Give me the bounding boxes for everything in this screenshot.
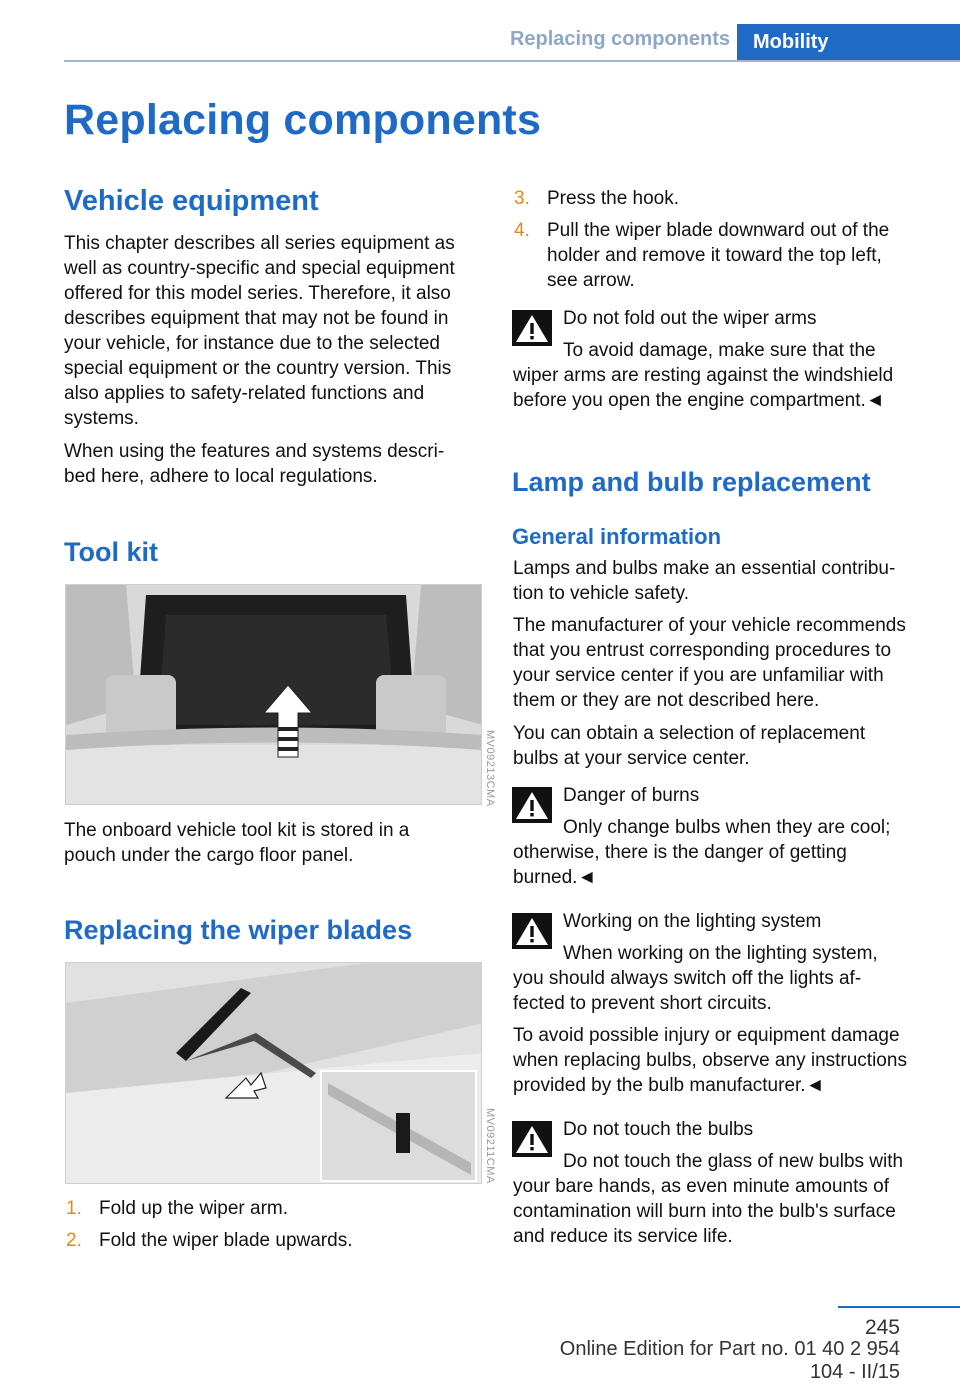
warning-text: To avoid damage, make sure that the <box>563 340 876 361</box>
warning-text: When working on the lighting system, <box>563 943 878 964</box>
text-line: your service center if you are unfamiliar with <box>513 665 884 686</box>
list-item <box>514 218 934 293</box>
step-text: Fold up the wiper arm. <box>99 1198 289 1219</box>
image-code: MV09211CMA <box>484 1108 496 1184</box>
text-line: systems. <box>64 408 139 429</box>
edition-footer: Online Edition for Part no. 01 40 2 954 104 - II/15 <box>559 1338 900 1383</box>
text-line: The onboard vehicle tool kit is stored in a <box>64 820 410 841</box>
text-line: you should always switch off the lights af‐ <box>513 968 862 989</box>
paragraph-lamps-safety <box>513 556 943 606</box>
text-line: The manufacturer of your vehicle recommends <box>513 615 906 636</box>
paragraph-tool-kit <box>64 818 484 868</box>
warning-title: Danger of burns <box>563 785 700 806</box>
text-line: describes equipment that may not be found in <box>64 308 449 329</box>
warning-body <box>513 363 943 413</box>
warning-body <box>513 1174 953 1249</box>
text-line: tion to vehicle safety. <box>513 583 690 604</box>
text-line: well as country-specific and special equipment <box>64 258 455 279</box>
list-item <box>514 186 934 211</box>
warning-text: Do not touch the glass of new bulbs with <box>563 1151 904 1172</box>
text-line: provided by the bulb manufacturer.◄ <box>513 1075 825 1096</box>
image-code: MV09213CMA <box>484 730 496 807</box>
running-header-tab: Mobility <box>737 24 960 61</box>
text-line: that you entrust corresponding procedures to <box>513 640 892 661</box>
text-line: This chapter describes all series equipment as <box>64 233 455 254</box>
cargo-compartment-illustration <box>66 585 482 805</box>
tool-kit-photo <box>65 584 482 805</box>
page-title: Replacing components <box>64 96 542 144</box>
text-line: holder and remove it toward the top left, <box>547 245 882 266</box>
text-line: fected to prevent short circuits. <box>513 993 772 1014</box>
wiper-blade-photo <box>65 962 482 1184</box>
warning-triangle-icon <box>512 1121 552 1157</box>
text-line: your vehicle, for instance due to the selected <box>64 333 441 354</box>
text-line: burned.◄ <box>513 867 597 888</box>
heading-replacing-wiper-blades: Replacing the wiper blades <box>64 915 413 945</box>
warning-triangle-icon <box>512 913 552 949</box>
text-line: bulbs at your service center. <box>513 748 750 769</box>
page-number: 245 <box>864 1316 900 1339</box>
text-line: When using the features and systems descri‐ <box>64 441 445 462</box>
step-text <box>547 218 889 293</box>
step-number: 3. <box>514 188 530 209</box>
paragraph-vehicle-equipment <box>64 231 484 431</box>
text-line: and reduce its service life. <box>513 1226 733 1247</box>
warning-triangle-icon <box>512 787 552 823</box>
heading-lamp-bulb-replacement: Lamp and bulb replacement <box>512 467 871 497</box>
paragraph-avoid-injury <box>513 1023 953 1098</box>
step-text: Press the hook. <box>547 188 680 209</box>
text-line: You can obtain a selection of replacement <box>513 723 866 744</box>
paragraph-manufacturer-recommends <box>513 613 943 713</box>
text-line: your bare hands, as even minute amounts of <box>513 1176 890 1197</box>
step-text: Fold the wiper blade upwards. <box>99 1230 353 1251</box>
header-rule <box>64 60 960 62</box>
text-line: also applies to safety-related functions and <box>64 383 425 404</box>
list-item <box>66 1228 486 1253</box>
paragraph-replacement-bulbs <box>513 721 943 771</box>
heading-vehicle-equipment: Vehicle equipment <box>64 185 319 217</box>
warning-title: Do not touch the bulbs <box>563 1119 754 1140</box>
text-line: pouch under the cargo floor panel. <box>64 845 354 866</box>
heading-tool-kit: Tool kit <box>64 537 158 567</box>
warning-title: Working on the lighting system <box>563 911 822 932</box>
wiper-blade-illustration <box>66 963 482 1184</box>
heading-general-information: General information <box>512 524 722 549</box>
text-line: see arrow. <box>547 270 635 291</box>
text-line: offered for this model series. Therefore, it also <box>64 283 451 304</box>
running-header-section: Replacing components <box>509 28 730 50</box>
footer-rule <box>838 1306 960 1308</box>
text-line: Pull the wiper blade downward out of the <box>547 220 890 241</box>
text-line: before you open the engine compartment.◄ <box>513 390 885 411</box>
text-line: To avoid possible injury or equipment damage <box>513 1025 900 1046</box>
warning-body <box>513 840 943 890</box>
text-line: Lamps and bulbs make an essential contribu‐ <box>513 558 896 579</box>
warning-body <box>513 966 943 1016</box>
paragraph-local-regulations <box>64 439 484 489</box>
warning-text: Only change bulbs when they are cool; <box>563 817 891 838</box>
text-line: bed here, adhere to local regulations. <box>64 466 378 487</box>
text-line: special equipment or the country version. This <box>64 358 452 379</box>
step-number: 4. <box>514 220 530 241</box>
warning-title: Do not fold out the wiper arms <box>563 308 817 329</box>
text-line: when replacing bulbs, observe any instructions <box>513 1050 907 1071</box>
warning-triangle-icon <box>512 310 552 346</box>
text-line: otherwise, there is the danger of getting <box>513 842 847 863</box>
text-line: wiper arms are resting against the windshield <box>513 365 894 386</box>
text-line: them or they are not described here. <box>513 690 820 711</box>
list-item <box>66 1196 486 1221</box>
text-line: contamination will burn into the bulb's surface <box>513 1201 896 1222</box>
step-number: 1. <box>66 1198 82 1219</box>
step-number: 2. <box>66 1230 82 1251</box>
